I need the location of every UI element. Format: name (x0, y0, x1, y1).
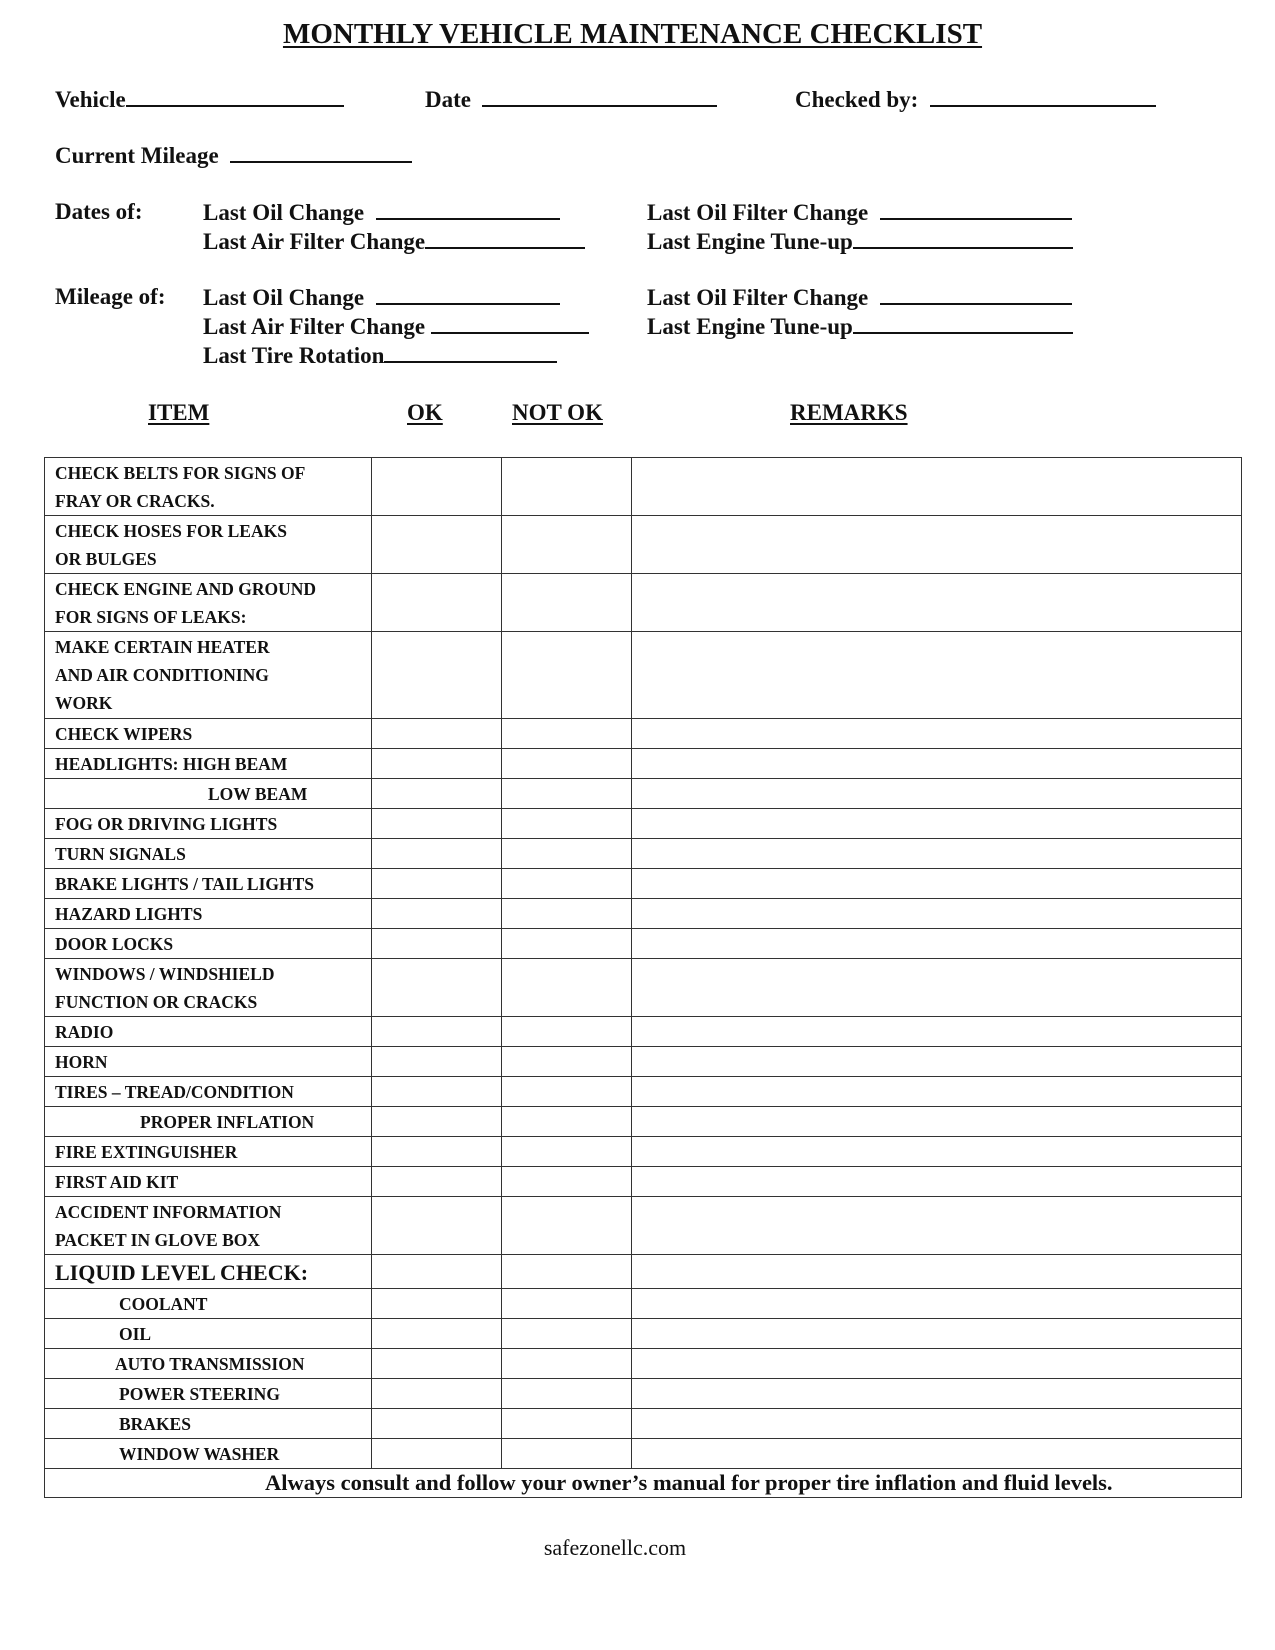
remarks-cell[interactable] (632, 632, 1242, 719)
remarks-cell[interactable] (632, 1379, 1242, 1409)
ok-cell[interactable] (372, 1319, 502, 1349)
dates-last-oil-change-blank[interactable] (376, 198, 560, 220)
mileage-last-oil-filter-blank[interactable] (880, 283, 1072, 305)
dates-last-air-filter-field (203, 227, 585, 256)
dates-last-tune-up-field (647, 227, 1073, 256)
remarks-cell[interactable] (632, 1197, 1242, 1255)
current-mileage-blank[interactable] (230, 141, 412, 163)
mileage-last-oil-filter-label: Last Oil Filter Change (647, 285, 869, 310)
item-label: TURN SIGNALS (45, 839, 372, 869)
ok-cell[interactable] (372, 869, 502, 899)
item-label: FIRE EXTINGUISHER (45, 1137, 372, 1167)
item-label: HEADLIGHTS: HIGH BEAM (45, 749, 372, 779)
not-ok-cell[interactable] (502, 929, 632, 959)
vehicle-field (55, 85, 344, 114)
ok-cell[interactable] (372, 1197, 502, 1255)
item-label: HORN (45, 1047, 372, 1077)
dates-of-label: Dates of: (55, 199, 143, 224)
remarks-cell[interactable] (632, 839, 1242, 869)
remarks-cell[interactable] (632, 869, 1242, 899)
not-ok-cell[interactable] (502, 1197, 632, 1255)
remarks-cell[interactable] (632, 574, 1242, 632)
remarks-cell[interactable] (632, 809, 1242, 839)
mileage-last-tune-up-label: Last Engine Tune-up (647, 314, 853, 339)
item-label: LOW BEAM (45, 779, 372, 809)
mileage-of-label: Mileage of: (55, 284, 166, 309)
remarks-cell[interactable] (632, 1409, 1242, 1439)
current-mileage-field (55, 141, 412, 170)
item-label: PROPER INFLATION (45, 1107, 372, 1137)
ok-cell[interactable] (372, 632, 502, 719)
remarks-cell[interactable] (632, 959, 1242, 1017)
ok-cell[interactable] (372, 1137, 502, 1167)
column-item-heading: ITEM (148, 400, 210, 425)
ok-cell[interactable] (372, 1349, 502, 1379)
item-label: AUTO TRANSMISSION (45, 1349, 372, 1379)
mileage-last-oil-change-blank[interactable] (376, 283, 560, 305)
remarks-cell[interactable] (632, 929, 1242, 959)
ok-cell[interactable] (372, 1077, 502, 1107)
item-label: OIL (45, 1319, 372, 1349)
not-ok-cell[interactable] (502, 1137, 632, 1167)
item-label: WINDOW WASHER (45, 1439, 372, 1469)
item-label: LIQUID LEVEL CHECK: (45, 1255, 372, 1289)
ok-cell[interactable] (372, 899, 502, 929)
ok-cell[interactable] (372, 1167, 502, 1197)
item-label: WINDOWS / WINDSHIELD FUNCTION OR CRACKS (45, 959, 372, 1017)
table-row (45, 1107, 1242, 1137)
mileage-last-tune-up-field (647, 312, 1073, 341)
ok-cell[interactable] (372, 574, 502, 632)
item-label: BRAKES (45, 1409, 372, 1439)
not-ok-cell[interactable] (502, 719, 632, 749)
item-label: MAKE CERTAIN HEATER AND AIR CONDITIONING WORK (45, 632, 372, 719)
remarks-cell[interactable] (632, 779, 1242, 809)
remarks-cell[interactable] (632, 1107, 1242, 1137)
remarks-cell[interactable] (632, 1137, 1242, 1167)
ok-cell[interactable] (372, 839, 502, 869)
item-label: COOLANT (45, 1289, 372, 1319)
ok-cell[interactable] (372, 959, 502, 1017)
table-row (45, 809, 1242, 839)
mileage-last-air-filter-blank[interactable] (431, 312, 589, 334)
table-row (45, 1047, 1242, 1077)
not-ok-cell[interactable] (502, 1167, 632, 1197)
ok-cell[interactable] (372, 516, 502, 574)
column-ok-heading: OK (407, 400, 443, 425)
item-label: CHECK WIPERS (45, 719, 372, 749)
table-row (45, 1077, 1242, 1107)
table-row (45, 1349, 1242, 1379)
mileage-last-air-filter-label: Last Air Filter Change (203, 314, 426, 339)
ok-cell[interactable] (372, 1289, 502, 1319)
remarks-cell[interactable] (632, 1017, 1242, 1047)
not-ok-cell[interactable] (502, 1107, 632, 1137)
ok-cell[interactable] (372, 1379, 502, 1409)
table-row (45, 899, 1242, 929)
not-ok-cell[interactable] (502, 1439, 632, 1469)
dates-last-oil-change-label: Last Oil Change (203, 200, 365, 225)
item-label: TIRES – TREAD/CONDITION (45, 1077, 372, 1107)
remarks-cell[interactable] (632, 1349, 1242, 1379)
remarks-cell[interactable] (632, 749, 1242, 779)
item-label: CHECK BELTS FOR SIGNS OF FRAY OR CRACKS. (45, 458, 372, 516)
item-label: DOOR LOCKS (45, 929, 372, 959)
table-row (45, 839, 1242, 869)
table-row (45, 632, 1242, 719)
table-row (45, 869, 1242, 899)
remarks-cell[interactable] (632, 458, 1242, 516)
not-ok-cell[interactable] (502, 899, 632, 929)
ok-cell[interactable] (372, 929, 502, 959)
table-row (45, 1289, 1242, 1319)
remarks-cell[interactable] (632, 1255, 1242, 1289)
table-row (45, 1409, 1242, 1439)
dates-last-air-filter-blank[interactable] (425, 227, 585, 249)
not-ok-cell[interactable] (502, 959, 632, 1017)
checked-by-field (795, 85, 1156, 114)
table-row (45, 719, 1242, 749)
vehicle-label: Vehicle (55, 87, 126, 112)
ok-cell[interactable] (372, 719, 502, 749)
table-row (45, 1439, 1242, 1469)
item-label: CHECK ENGINE AND GROUND FOR SIGNS OF LEAKS: (45, 574, 372, 632)
date-blank[interactable] (482, 85, 717, 107)
ok-cell[interactable] (372, 1107, 502, 1137)
mileage-last-oil-change-label: Last Oil Change (203, 285, 365, 310)
item-label: BRAKE LIGHTS / TAIL LIGHTS (45, 869, 372, 899)
not-ok-cell[interactable] (502, 1409, 632, 1439)
not-ok-cell[interactable] (502, 1349, 632, 1379)
item-label: FIRST AID KIT (45, 1167, 372, 1197)
note-row (45, 1469, 1242, 1498)
ok-cell[interactable] (372, 1409, 502, 1439)
remarks-cell[interactable] (632, 1077, 1242, 1107)
not-ok-cell[interactable] (502, 779, 632, 809)
not-ok-cell[interactable] (502, 1289, 632, 1319)
dates-last-oil-filter-blank[interactable] (880, 198, 1072, 220)
mileage-last-tire-rotation-label: Last Tire Rotation (203, 343, 385, 368)
not-ok-cell[interactable] (502, 458, 632, 516)
ok-cell[interactable] (372, 1255, 502, 1289)
not-ok-cell[interactable] (502, 1319, 632, 1349)
mileage-last-tire-rotation-blank[interactable] (384, 341, 557, 363)
page-title: MONTHLY VEHICLE MAINTENANCE CHECKLIST (282, 18, 983, 50)
not-ok-cell[interactable] (502, 1047, 632, 1077)
table-row (45, 1255, 1242, 1289)
vehicle-blank[interactable] (126, 85, 344, 107)
table-row (45, 574, 1242, 632)
date-label: Date (425, 87, 471, 112)
remarks-cell[interactable] (632, 1439, 1242, 1469)
not-ok-cell[interactable] (502, 749, 632, 779)
checked-by-label: Checked by: (795, 87, 919, 112)
mileage-last-oil-filter-field (647, 283, 1072, 312)
table-row (45, 1017, 1242, 1047)
not-ok-cell[interactable] (502, 1255, 632, 1289)
mileage-last-tire-rotation-field (203, 341, 557, 370)
ok-cell[interactable] (372, 458, 502, 516)
mileage-last-oil-change-field (203, 283, 560, 312)
table-row (45, 1319, 1242, 1349)
dates-last-tune-up-label: Last Engine Tune-up (647, 229, 853, 254)
remarks-cell[interactable] (632, 1167, 1242, 1197)
table-row (45, 1379, 1242, 1409)
item-label: RADIO (45, 1017, 372, 1047)
item-label: HAZARD LIGHTS (45, 899, 372, 929)
dates-last-tune-up-blank[interactable] (853, 227, 1073, 249)
item-label: ACCIDENT INFORMATION PACKET IN GLOVE BOX (45, 1197, 372, 1255)
remarks-cell[interactable] (632, 1289, 1242, 1319)
not-ok-cell[interactable] (502, 1077, 632, 1107)
remarks-cell[interactable] (632, 516, 1242, 574)
table-row (45, 749, 1242, 779)
date-field (425, 85, 717, 114)
current-mileage-label: Current Mileage (55, 143, 219, 168)
dates-last-air-filter-label: Last Air Filter Change (203, 229, 426, 254)
ok-cell[interactable] (372, 749, 502, 779)
dates-last-oil-filter-label: Last Oil Filter Change (647, 200, 869, 225)
not-ok-cell[interactable] (502, 516, 632, 574)
not-ok-cell[interactable] (502, 1379, 632, 1409)
remarks-cell[interactable] (632, 1319, 1242, 1349)
item-label: POWER STEERING (45, 1379, 372, 1409)
checklist-table (44, 457, 1242, 1498)
item-label: CHECK HOSES FOR LEAKS OR BULGES (45, 516, 372, 574)
ok-cell[interactable] (372, 1047, 502, 1077)
remarks-cell[interactable] (632, 1047, 1242, 1077)
table-row (45, 929, 1242, 959)
not-ok-cell[interactable] (502, 574, 632, 632)
not-ok-cell[interactable] (502, 839, 632, 869)
table-row (45, 1137, 1242, 1167)
footer-website: safezonellc.com (543, 1535, 687, 1560)
mileage-last-tune-up-blank[interactable] (853, 312, 1073, 334)
not-ok-cell[interactable] (502, 809, 632, 839)
ok-cell[interactable] (372, 809, 502, 839)
not-ok-cell[interactable] (502, 869, 632, 899)
item-label: FOG OR DRIVING LIGHTS (45, 809, 372, 839)
ok-cell[interactable] (372, 1439, 502, 1469)
mileage-last-air-filter-field (203, 312, 589, 341)
checked-by-blank[interactable] (930, 85, 1156, 107)
ok-cell[interactable] (372, 779, 502, 809)
table-row (45, 1167, 1242, 1197)
ok-cell[interactable] (372, 1017, 502, 1047)
table-row (45, 458, 1242, 516)
table-row (45, 516, 1242, 574)
not-ok-cell[interactable] (502, 632, 632, 719)
column-not-ok-heading: NOT OK (512, 400, 603, 425)
remarks-cell[interactable] (632, 899, 1242, 929)
dates-last-oil-filter-field (647, 198, 1072, 227)
dates-last-oil-change-field (203, 198, 560, 227)
column-remarks-heading: REMARKS (790, 400, 908, 425)
table-row (45, 779, 1242, 809)
manual-note: Always consult and follow your owner’s manual for proper tire inflation and fluid levels. (45, 1469, 1242, 1498)
remarks-cell[interactable] (632, 719, 1242, 749)
table-row (45, 959, 1242, 1017)
table-row (45, 1197, 1242, 1255)
not-ok-cell[interactable] (502, 1017, 632, 1047)
